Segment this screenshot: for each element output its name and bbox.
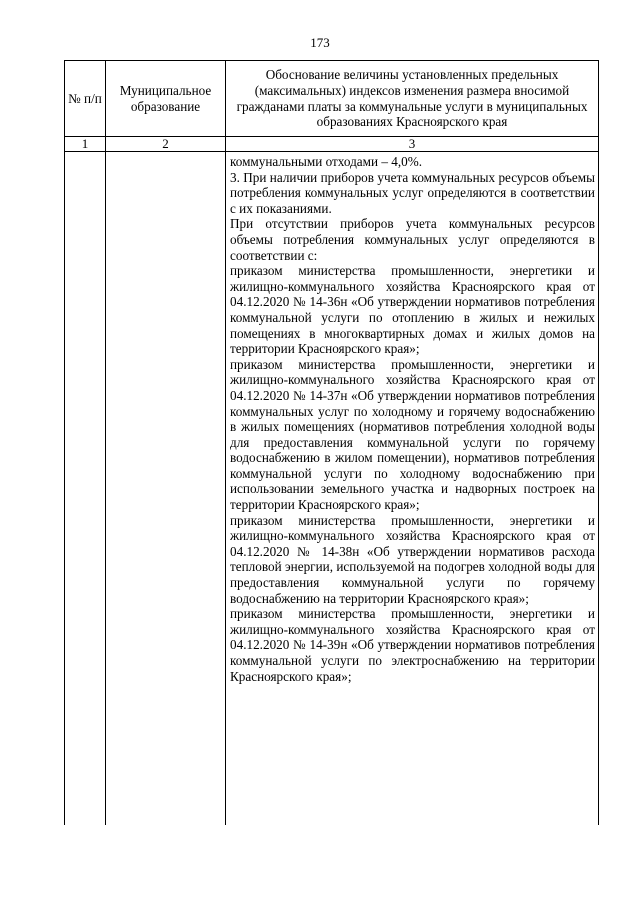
page-number: 173 <box>310 35 330 50</box>
row-number-cell <box>65 152 106 826</box>
paragraph-order-heating: приказом министерства промышленности, энергетики и жилищно-коммунального хозяйства Красноярского края от 04.12.2020 № 14-36н «Об утверждении нормативов потребления коммунальной услуги по отоплению в жилых и нежилых помещениях в многоквартирных домах и жилых домов на территории Красноярского края»; <box>230 263 595 357</box>
header-row-number: № п/п <box>65 61 106 137</box>
paragraph-no-meters: При отсутствии приборов учета коммунальных ресурсов объемы потребления коммунальных услуг определяются в соответствии с: <box>230 216 595 263</box>
paragraph-meters: 3. При наличии приборов учета коммунальных ресурсов объемы потребления коммунальных услуг определяются в соответствии с их показаниями. <box>230 169 595 216</box>
column-number-row <box>65 137 599 152</box>
column-number-1: 1 <box>65 137 106 152</box>
justification-table <box>64 60 599 825</box>
municipality-cell <box>106 152 226 826</box>
paragraph-order-thermal-energy: приказом министерства промышленности, энергетики и жилищно-коммунального хозяйства Красноярского края от 04.12.2020 № 14-38н «Об утверждении нормативов расхода тепловой энергии, используемой на подогрев холодной воды для предоставления коммунальной услуги по горячему водоснабжению на территории Красноярского края»; <box>230 512 595 606</box>
paragraph-order-electricity: приказом министерства промышленности, энергетики и жилищно-коммунального хозяйства Красноярского края от 04.12.2020 № 14-39н «Об утверждении нормативов потребления коммунальной услуги по электроснабжению на территории Красноярского края»; <box>230 606 595 684</box>
paragraph-order-water: приказом министерства промышленности, энергетики и жилищно-коммунального хозяйства Красноярского края от 04.12.2020 № 14-37н «Об утверждении нормативов потребления коммунальных услуг по холодному и горячему водоснабжению в жилых помещениях (нормативов потребления холодной воды для предоставления коммунальной услуги по горячему водоснабжению в жилом помещении), нормативов потребления коммунальной услуги по холодному водоснабжению при использовании земельного участка и надворных построек на территории Красноярского края»; <box>230 356 595 513</box>
justification-cell <box>226 152 599 826</box>
paragraph-continuation: коммунальными отходами – 4,0%. <box>230 154 423 169</box>
header-municipality: Муниципальное образование <box>106 61 226 137</box>
table-header-row <box>65 61 599 137</box>
header-justification: Обоснование величины установленных предельных (максимальных) индексов изменения размера вносимой гражданами платы за коммунальные услуги в муниципальных образованиях Красноярского края <box>226 61 599 137</box>
table-body-row <box>65 152 599 826</box>
column-number-3: 3 <box>226 137 599 152</box>
column-number-2: 2 <box>106 137 226 152</box>
